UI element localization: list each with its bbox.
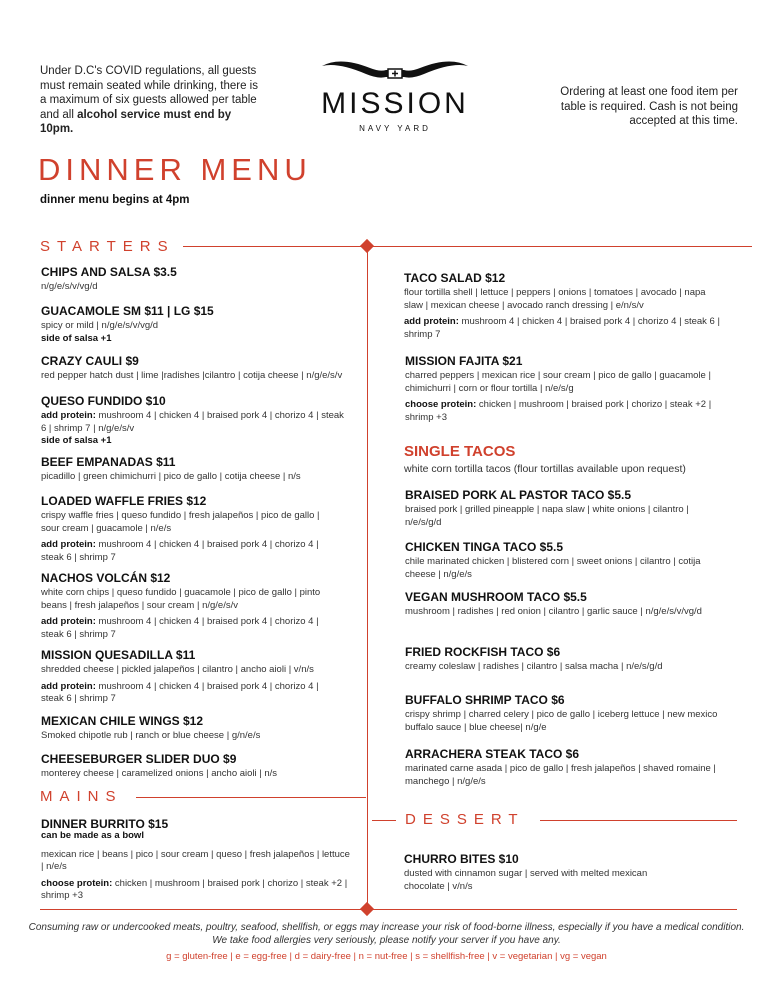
item-extra-label: add protein: xyxy=(404,316,459,327)
item-desc: white corn chips | queso fundido | guacamole | pico de gallo | pinto beans | fresh jalapeños | sour cream | n/g/e/s/v xyxy=(41,587,321,611)
item-desc: mexican rice | beans | pico | sour cream | queso | fresh jalapeños | lettuce | n/e/s xyxy=(41,848,350,872)
item-name: MEXICAN CHILE WINGS $12 xyxy=(41,714,204,728)
item-desc: dusted with cinnamon sugar | served with melted mexican chocolate | v/n/s xyxy=(404,868,648,892)
item-name: MISSION FAJITA $21 xyxy=(405,354,523,368)
divider-mains xyxy=(136,797,366,798)
item-desc: n/g/e/s/v/vg/d xyxy=(41,281,98,292)
starter-item xyxy=(41,571,336,641)
dietary-legend: g = gluten-free | e = egg-free | d = dairy-free | n = nut-free | s = shellfish-free | v = vegetarian | vg = vegan xyxy=(166,951,607,962)
item-name: CHURRO BITES $10 xyxy=(404,852,519,866)
item-desc: charred peppers | mexican rice | sour cream | pico de gallo | guacamole | chimichurri | corn or flour tortilla | n/e/s/g xyxy=(405,370,711,394)
item-name: CHICKEN TINGA TACO $5.5 xyxy=(405,540,564,554)
item-desc: Smoked chipotle rub | ranch or blue cheese | g/n/e/s xyxy=(41,730,261,741)
divider-diamond-top xyxy=(360,239,374,253)
item-desc: marinated carne asada | pico de gallo | fresh jalapeños | shaved romaine | manchego | n/g/e/s xyxy=(405,763,716,787)
starter-item xyxy=(41,494,336,564)
item-name: BUFFALO SHRIMP TACO $6 xyxy=(405,693,565,707)
logo-wordmark: MISSION xyxy=(321,87,469,120)
item-extra-text: chicken | mushroom | braised pork | chorizo | steak +2 | shrimp +3 xyxy=(41,877,348,901)
divider-dessert-right xyxy=(540,820,737,821)
divider-bottom xyxy=(40,909,737,910)
item-extra-text: mushroom 4 | chicken 4 | braised pork 4 | chorizo 4 | steak 6 | shrimp 7 xyxy=(41,539,319,563)
item-desc: picadillo | green chimichurri | pico de gallo | cotija cheese | n/s xyxy=(41,471,301,482)
item-extra-text: chicken | mushroom | braised pork | chorizo | steak +2 | shrimp +3 xyxy=(405,399,712,423)
taco-item xyxy=(405,590,725,619)
item-extra-text: mushroom 4 | chicken 4 | braised pork 4 | chorizo 4 | steak 6 | shrimp 7 xyxy=(41,616,319,640)
item-extra: side of salsa +1 xyxy=(41,332,112,344)
item-extra-label: add protein: xyxy=(41,680,96,692)
item-desc: shredded cheese | pickled jalapeños | cilantro | ancho aioli | v/n/s xyxy=(41,664,314,675)
taco-item xyxy=(405,488,725,529)
item-name: BRAISED PORK AL PASTOR TACO $5.5 xyxy=(405,488,632,502)
item-extra-label: add protein: xyxy=(41,616,96,627)
covid-notice xyxy=(40,64,265,137)
section-mains-heading: MAINS xyxy=(40,788,123,805)
covid-notice-text: Under D.C's COVID regulations, all guests must remain seated while drinking, there is a maximum of six guests allowed per table and all xyxy=(40,65,258,121)
item-name: DINNER BURRITO $15 xyxy=(41,817,169,831)
starter-item xyxy=(41,648,336,706)
item-name: CHEESEBURGER SLIDER DUO $9 xyxy=(41,752,237,766)
single-tacos-note: white corn tortilla tacos (flour tortillas available upon request) xyxy=(404,463,686,475)
covid-notice-bold: alcohol service must end by 10pm. xyxy=(40,108,232,135)
taco-item xyxy=(405,693,730,734)
menu-item xyxy=(405,354,735,424)
item-sub: can be made as a bowl xyxy=(41,830,144,841)
food-safety-disclaimer: Consuming raw or undercooked meats, poultry, seafood, shellfish, or eggs may increase your risk of food-borne illness, especially if you have a medical condition. We take food allergies very seriously, please notify your server if you have any. xyxy=(28,922,745,946)
starter-item xyxy=(41,752,361,781)
item-name: FRIED ROCKFISH TACO $6 xyxy=(405,645,561,659)
item-desc: flour tortilla shell | lettuce | peppers | onions | tomatoes | avocado | napa slaw | mexican cheese | avocado ranch dressing | e/n/s/v xyxy=(404,287,706,311)
starter-item xyxy=(41,714,361,743)
starter-item xyxy=(41,455,361,484)
section-single-tacos-heading: SINGLE TACOS xyxy=(404,443,516,460)
dessert-item xyxy=(404,852,664,893)
longhorn-icon xyxy=(320,58,470,82)
divider-dessert-left xyxy=(372,820,396,821)
item-name: GUACAMOLE SM $11 | LG $15 xyxy=(41,304,214,318)
divider-top xyxy=(183,246,752,247)
item-desc: spicy or mild | n/g/e/s/v/vg/d xyxy=(41,320,159,331)
item-extra-text: mushroom 4 | chicken 4 | braised pork 4 | chorizo 4 | steak 6 | shrimp 7 xyxy=(404,316,720,340)
column-divider xyxy=(367,252,368,904)
item-extra-label: add protein: xyxy=(41,539,96,550)
ordering-notice: Ordering at least one food item per table is required. Cash is not being accepted at this time. xyxy=(560,86,738,127)
item-desc: crispy waffle fries | queso fundido | fresh jalapeños | pico de gallo | sour cream | guacamole | n/e/s xyxy=(41,510,320,534)
item-name: CHIPS AND SALSA $3.5 xyxy=(41,265,177,279)
item-name: VEGAN MUSHROOM TACO $5.5 xyxy=(405,590,587,604)
starter-item xyxy=(41,265,361,294)
item-desc: creamy coleslaw | radishes | cilantro | salsa macha | n/e/s/g/d xyxy=(405,661,663,672)
mission-logo xyxy=(316,58,474,138)
section-starters-heading: STARTERS xyxy=(40,238,175,255)
item-name: MISSION QUESADILLA $11 xyxy=(41,648,196,662)
item-name: ARRACHERA STEAK TACO $6 xyxy=(405,747,580,761)
item-desc: braised pork | grilled pineapple | napa slaw | white onions | cilantro | n/e/s/g/d xyxy=(405,504,689,528)
page-title: DINNER MENU xyxy=(38,152,312,187)
page-subtitle: dinner menu begins at 4pm xyxy=(40,194,190,206)
menu-item xyxy=(404,271,726,341)
item-name: QUESO FUNDIDO $10 xyxy=(41,394,166,408)
item-extra-label: choose protein: xyxy=(41,877,113,889)
section-dessert-heading: DESSERT xyxy=(405,811,525,828)
taco-item xyxy=(405,645,725,674)
item-desc: chile marinated chicken | blistered corn | sweet onions | cilantro | cotija cheese | n/g/e/s xyxy=(405,556,701,580)
item-desc: red pepper hatch dust | lime |radishes |cilantro | cotija cheese | n/g/e/s/v xyxy=(41,370,343,381)
main-item xyxy=(41,817,351,903)
item-name: CRAZY CAULI $9 xyxy=(41,354,139,368)
item-extra-label: choose protein: xyxy=(405,399,477,410)
taco-item xyxy=(405,747,730,788)
item-desc: crispy shrimp | charred celery | pico de gallo | iceberg lettuce | new mexico buffalo sauce | blue cheese| n/g/e xyxy=(405,709,718,733)
starter-item xyxy=(41,304,361,345)
item-name: TACO SALAD $12 xyxy=(404,271,506,285)
taco-item xyxy=(405,540,725,581)
item-name: LOADED WAFFLE FRIES $12 xyxy=(41,494,207,508)
item-extra-text: mushroom 4 | chicken 4 | braised pork 4 | chorizo 4 | steak 6 | shrimp 7 | n/g/e/s/v xyxy=(41,410,344,434)
item-extra-text: mushroom 4 | chicken 4 | braised pork 4 | chorizo 4 | steak 6 | shrimp 7 xyxy=(41,680,319,704)
item-name: NACHOS VOLCÁN $12 xyxy=(41,571,171,585)
item-name: BEEF EMPANADAS $11 xyxy=(41,455,176,469)
item-extra: side of salsa +1 xyxy=(41,435,112,446)
starter-item xyxy=(41,354,366,383)
starter-item xyxy=(41,394,351,448)
logo-subtitle: NAVY YARD xyxy=(359,124,431,133)
divider-diamond-bottom xyxy=(360,902,374,916)
item-desc: monterey cheese | caramelized onions | ancho aioli | n/s xyxy=(41,768,278,779)
item-extra-label: add protein: xyxy=(41,410,96,421)
item-desc: mushroom | radishes | red onion | cilantro | garlic sauce | n/g/e/s/v/vg/d xyxy=(405,606,702,617)
